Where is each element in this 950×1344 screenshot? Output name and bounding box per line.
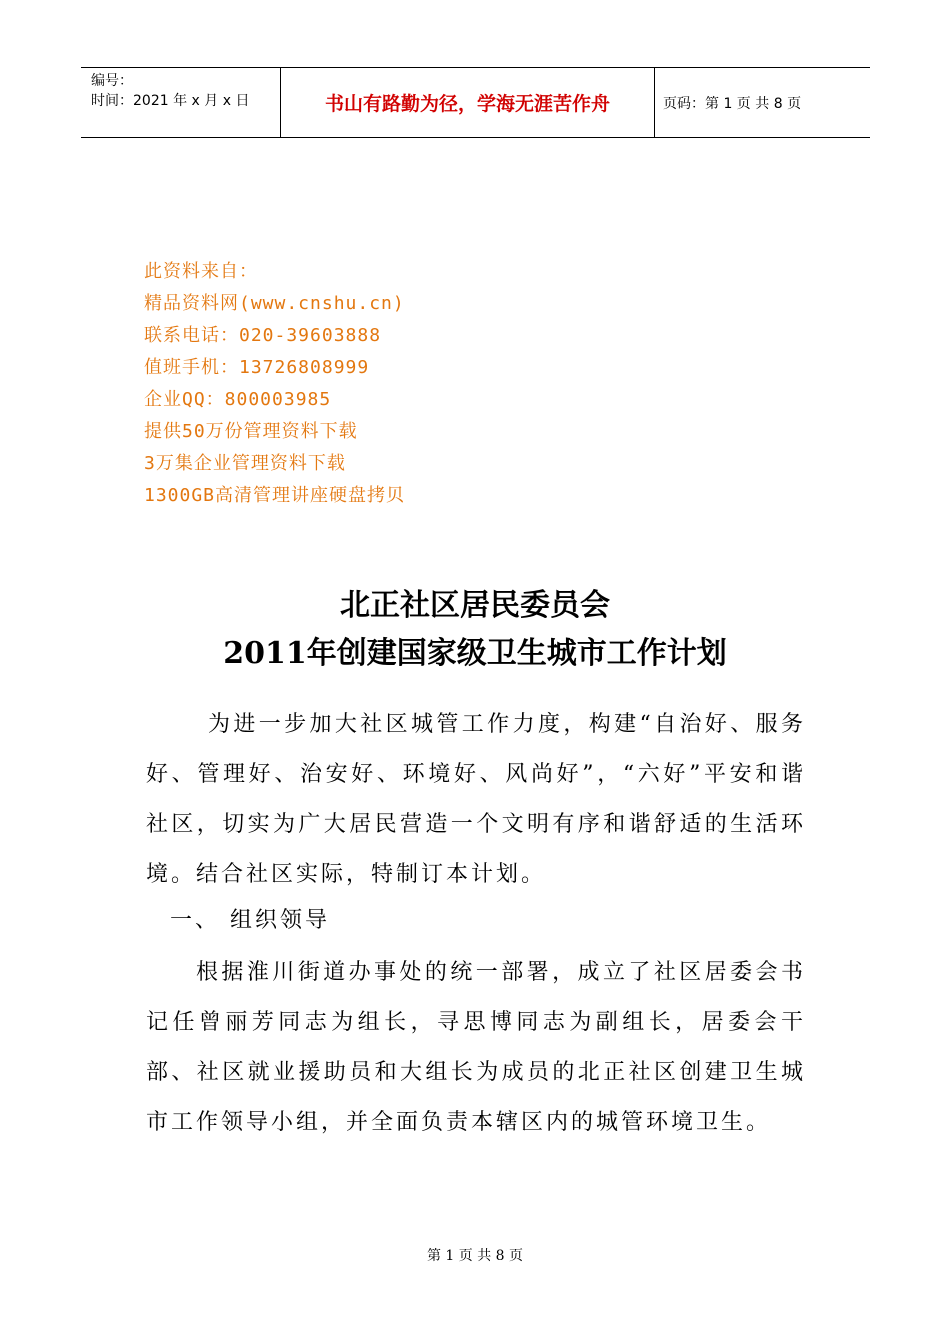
- source-line: 联系电话：020-39603888: [144, 325, 382, 346]
- document-title-line1: 北正社区居民委员会: [340, 588, 610, 623]
- header-table: [81, 67, 870, 138]
- source-info-block: [144, 256, 405, 512]
- intro-paragraph: 为进一步加大社区城管工作力度，构建“自治好、服务好、管理好、治安好、环境好、风尚好”，“六好”平安和谐社区，切实为广大居民营造一个文明有序和谐舒适的生活环境。结合社区实际，特制订本计划。: [146, 712, 806, 887]
- section-paragraph: 根据淮川街道办事处的统一部署，成立了社区居委会书记任曾丽芳同志为组长，寻思博同志为副组长，居委会干部、社区就业援助员和大组长为成员的北正社区创建卫生城市工作领导小组，并全面负责本辖区内的城管环境卫生。: [146, 960, 806, 1135]
- source-line: 精品资料网(www.cnshu.cn): [144, 293, 405, 314]
- source-line: 3万集企业管理资料下载: [144, 453, 346, 474]
- source-line: 此资料来自：: [144, 261, 258, 282]
- source-line: 提供50万份管理资料下载: [144, 421, 358, 442]
- header-page-info: 页码：第 1 页 共 8 页: [663, 95, 802, 112]
- document-title-line2: 2011年创建国家级卫生城市工作计划: [223, 636, 727, 671]
- source-line: 1300GB高清管理讲座硬盘拷贝: [144, 485, 406, 506]
- header-motto: 书山有路勤为径，学海无涯苦作舟: [281, 68, 655, 137]
- document-number-label: 编号：: [91, 73, 133, 89]
- page-footer: 第 1 页 共 8 页: [426, 1248, 524, 1264]
- source-line: 值班手机：13726808999: [144, 357, 370, 378]
- section-heading: 一、 组织领导: [170, 908, 330, 933]
- header-meta: [81, 68, 281, 137]
- source-line: 企业QQ：800003985: [144, 389, 332, 410]
- document-time-label: 时间：2021 年 x 月 x 日: [91, 93, 250, 109]
